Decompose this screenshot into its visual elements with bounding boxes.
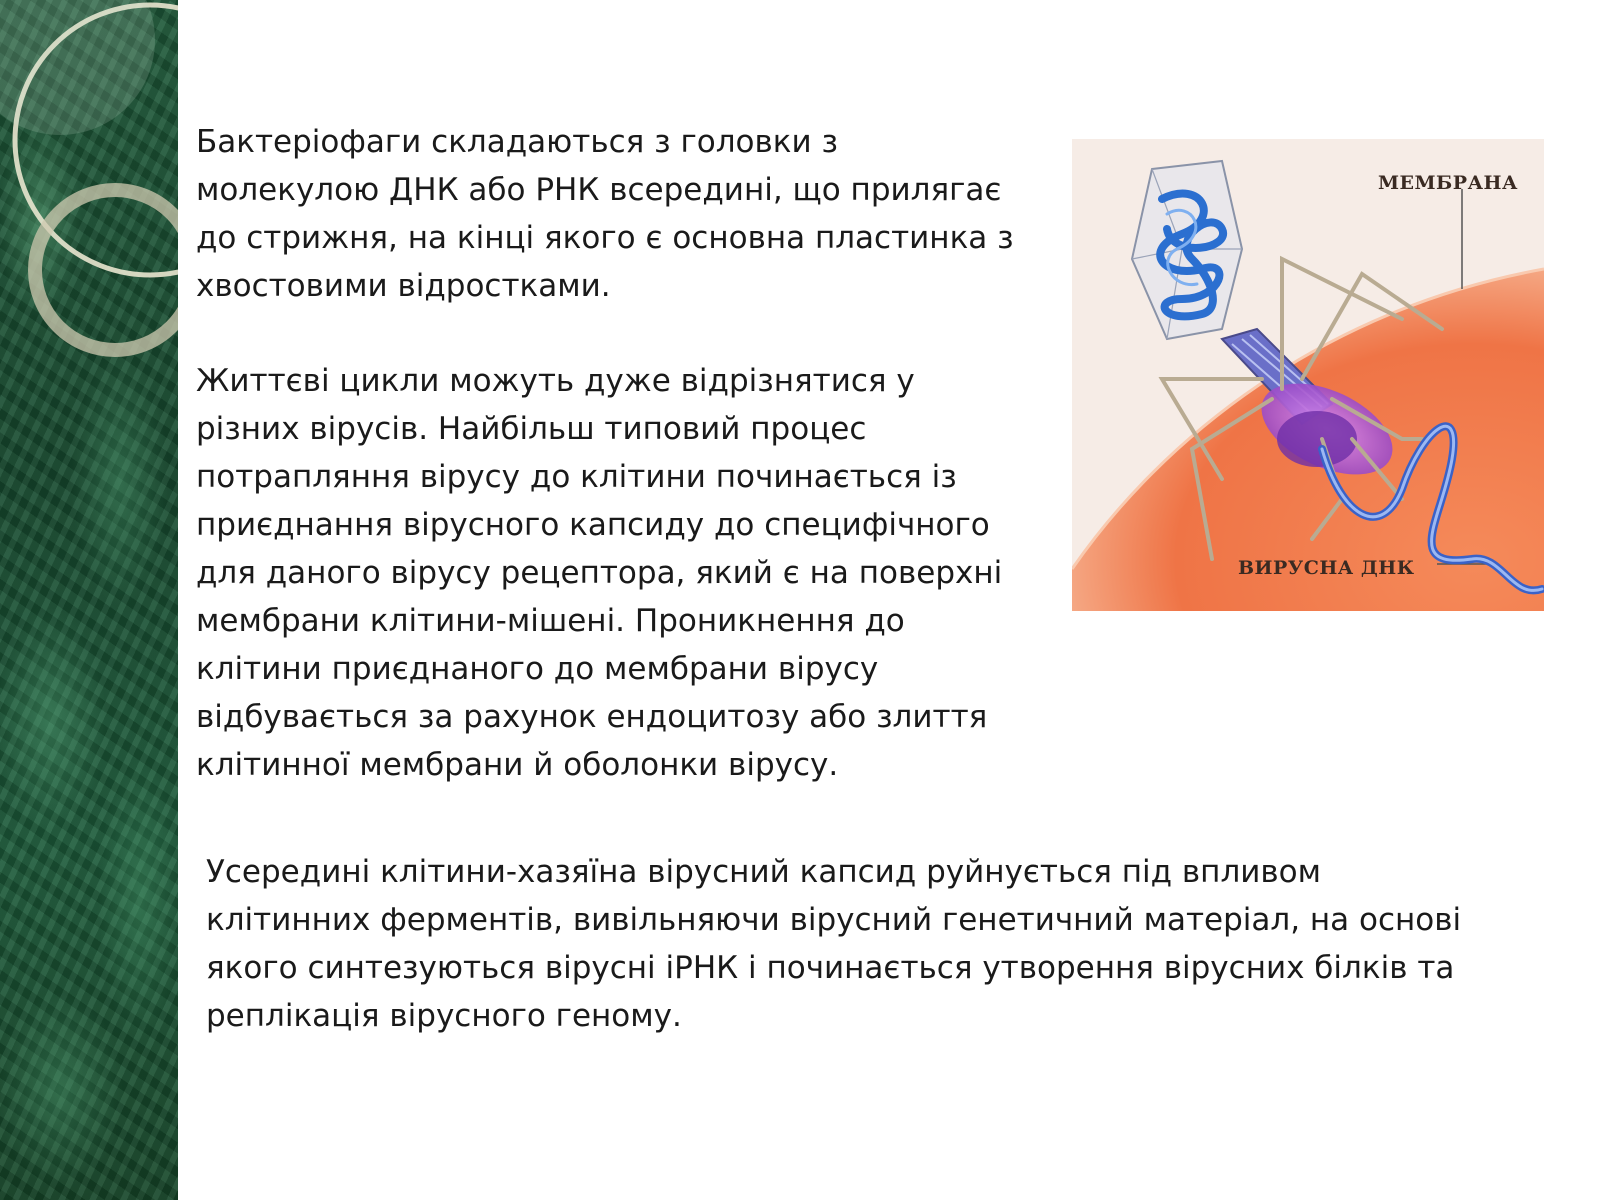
- decorative-side-band: [0, 0, 178, 1200]
- paragraph-life-cycle: Життєві цикли можуть дуже відрізнятися у різних вірусів. Найбільш типовий процес потрапляння вірусу до клітини починається із приєднання вірусного капсиду до специфічного для даного вірусу рецептора, який є на поверхні мембрани клітини-мішені. Проникнення до клітини приєднаного до мембрани вірусу відбувається за рахунок ендоцитозу або злиття клітинної мембрани й оболонки вірусу.: [196, 363, 1003, 783]
- viral-dna-label: ВИРУСНА ДНК: [1238, 557, 1415, 579]
- membrane-label: МЕМБРАНА: [1378, 172, 1518, 194]
- bacteriophage-drawing: [1072, 139, 1544, 611]
- paragraph-replication: Усередині клітини-хазяїна вірусний капсид руйнується під впливом клітинних ферментів, вивільняючи вірусний генетичний матеріал, на основі якого синтезуються вірусні іРНК і починається утворення вірусних білків та реплікація вірусного геному.: [206, 854, 1462, 1034]
- paragraph-bacteriophage-structure: Бактеріофаги складаються з головки з молекулою ДНК або РНК всередині, що прилягає до стрижня, на кінці якого є основна пластинка з хвостовими відростками.: [196, 124, 1014, 304]
- decorative-rings: [0, 0, 178, 400]
- bacteriophage-illustration: [1072, 139, 1544, 611]
